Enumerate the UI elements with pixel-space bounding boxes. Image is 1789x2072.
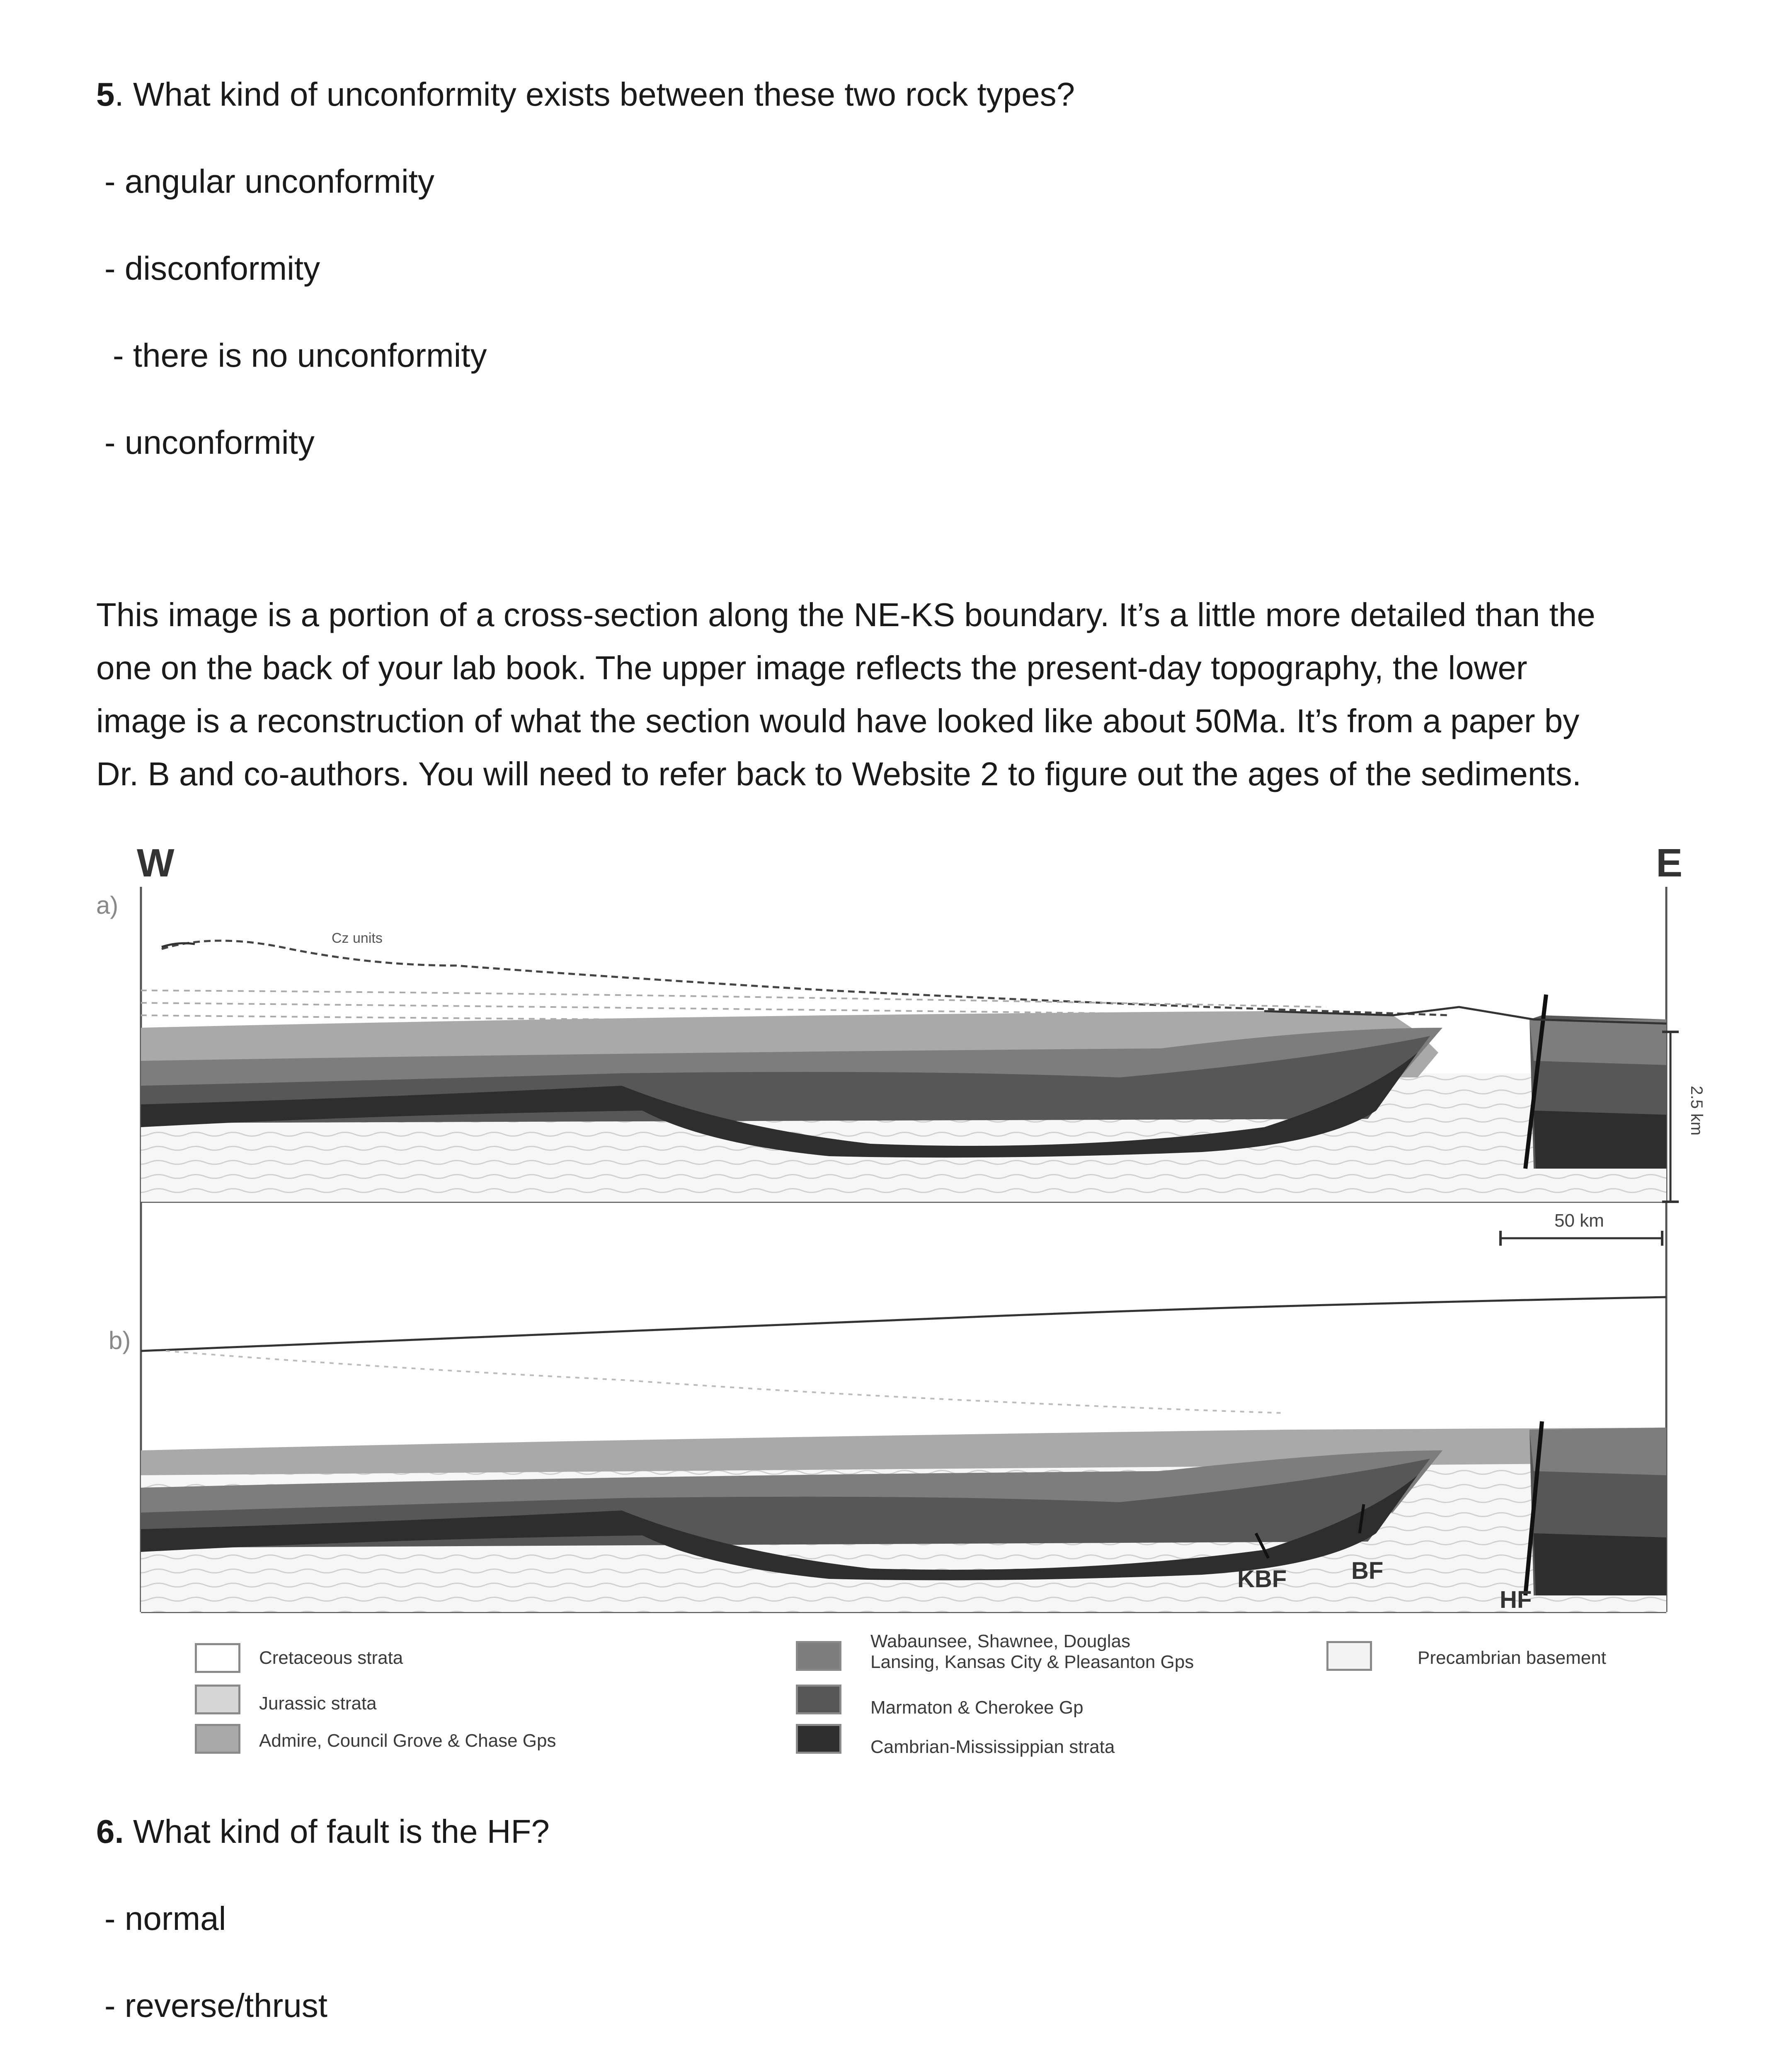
q5-option-unconformity: - unconformity — [104, 424, 315, 461]
legend-swatch-admire — [195, 1724, 240, 1754]
east-label: E — [1656, 841, 1683, 885]
question-6-number: 6. — [96, 1813, 124, 1850]
legend-swatch-basement — [1326, 1641, 1372, 1671]
bf-label: BF — [1351, 1557, 1384, 1584]
kbf-label: KBF — [1237, 1566, 1287, 1593]
legend-swatch-wabaunsee — [796, 1641, 841, 1671]
panel-b — [141, 1297, 1666, 1612]
west-label: W — [137, 841, 175, 885]
panel-a-label: a) — [96, 891, 119, 919]
cz-units-line — [162, 941, 1451, 1015]
legend-swatch-marmaton — [796, 1685, 841, 1714]
legend-cambrian: Cambrian-Mississippian strata — [870, 1737, 1115, 1757]
legend-jurassic: Jurassic strata — [259, 1693, 377, 1714]
legend-wabaunsee-line1: Wabaunsee, Shawnee, Douglas — [870, 1631, 1130, 1651]
q5-option-disconformity: - disconformity — [104, 250, 320, 287]
legend-swatch-jurassic — [195, 1685, 240, 1714]
cz-horizon-b — [166, 1351, 1285, 1413]
hf-label: HF — [1500, 1586, 1532, 1613]
legend-admire: Admire, Council Grove & Chase Gps — [259, 1731, 556, 1751]
question-6 — [96, 1811, 550, 1852]
vertical-scale-bar — [1662, 1032, 1706, 1202]
question-5-text: . What kind of unconformity exists between these two rock types? — [114, 76, 1075, 113]
intro-line: one on the back of your lab book. The upper image reflects the present-day topography, the lower — [96, 649, 1527, 686]
intro-line: image is a reconstruction of what the section would have looked like about 50Ma. It’s from a paper by — [96, 702, 1580, 739]
cz-units-label: Cz units — [332, 930, 383, 946]
vertical-scale-label: 2.5 km — [1687, 1086, 1706, 1136]
legend-cretaceous: Cretaceous strata — [259, 1648, 403, 1668]
intro-line: This image is a portion of a cross-section along the NE-KS boundary. It’s a little more detailed than the — [96, 596, 1595, 633]
legend-swatch-cambrian — [796, 1724, 841, 1754]
intro-line: Dr. B and co-authors. You will need to refer back to Website 2 to figure out the ages of the sediments. — [96, 755, 1581, 792]
legend-swatch-cretaceous — [195, 1643, 240, 1673]
panel-b-label: b) — [109, 1326, 131, 1354]
legend-wabaunsee-line2: Lansing, Kansas City & Pleasanton Gps — [870, 1652, 1194, 1672]
q5-option-none: - there is no unconformity — [113, 337, 487, 374]
legend-marmaton: Marmaton & Cherokee Gp — [870, 1697, 1084, 1718]
panel-a — [141, 941, 1666, 1202]
q6-option-normal: - normal — [104, 1900, 226, 1937]
q5-option-angular: - angular unconformity — [104, 163, 434, 200]
horizontal-scale-bar — [1501, 1210, 1662, 1246]
question-5-number: 5 — [96, 76, 115, 113]
q6-option-reverse: - reverse/thrust — [104, 1987, 327, 2024]
paleo-surface-b — [141, 1297, 1666, 1351]
legend-basement: Precambrian basement — [1418, 1648, 1606, 1668]
question-6-text: What kind of fault is the HF? — [124, 1813, 550, 1850]
horizontal-scale-label: 50 km — [1554, 1210, 1604, 1231]
